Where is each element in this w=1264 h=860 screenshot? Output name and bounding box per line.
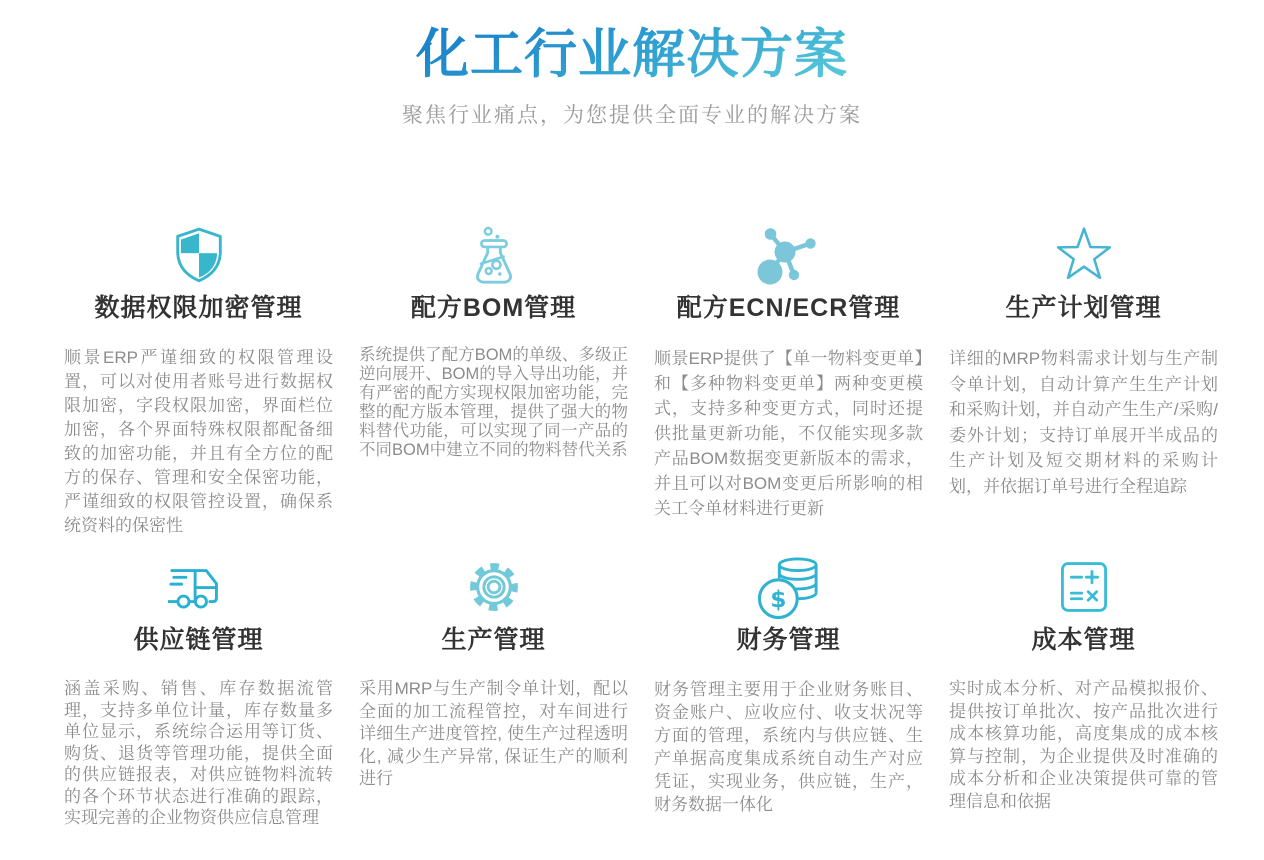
solution-card-supply-chain: [64, 557, 333, 829]
solution-card-cost: [949, 557, 1218, 829]
card-title: 生产计划管理: [1005, 294, 1162, 323]
molecule-icon: [757, 225, 821, 289]
card-text: 顺景ERP严谨细致的权限管理设置，可以对使用者账号进行数据权限加密，字段权限加密，界面栏位加密，各个界面特殊权限都配备细致的加密功能，并且有全方位的配方的保存、管理和安全保密功能，严谨细致的权限管控设置，确保系统资料的保密性: [64, 348, 333, 536]
card-text: 详细的MRP物料需求计划与生产制令单计划，自动计算产生生产计划和采购计划，并自动产生生产/采购/委外计划；支持订单展开半成品的生产计划及短交期材料的采购计划，并依据订单号进行全程追踪: [949, 349, 1218, 496]
gear-icon: [464, 557, 524, 617]
card-text: 涵盖采购、销售、库存数据流管理，支持多单位计量，库存数量多单位显示，系统综合运用等订货、购货、退货等管理功能，提供全面的供应链报表，对供应链物料流转的各个环节状态进行准确的跟踪，实现完善的企业物资供应信息管理: [64, 679, 333, 828]
card-icon: [949, 557, 1218, 617]
calculator-icon: [1054, 557, 1114, 617]
card-icon: [64, 225, 333, 285]
solution-card-finance: [654, 557, 923, 829]
card-text: 实时成本分析、对产品模拟报价、提供按订单批次、按产品批次进行成本核算功能，高度集成的成本核算与控制，为企业提供及时准确的成本分析和企业决策提供可靠的管理信息和依据: [949, 679, 1218, 811]
card-title: 数据权限加密管理: [94, 294, 303, 323]
card-icon: [359, 557, 628, 617]
page-header: [0, 0, 1264, 128]
svg-text:$: $: [769, 586, 786, 614]
card-icon: [359, 225, 628, 285]
solution-card-ecn-ecr: [654, 225, 923, 557]
card-title: 配方ECN/ECR管理: [676, 294, 901, 323]
page-title: 化工行业解决方案: [416, 25, 848, 84]
solution-card-data-permission: [64, 225, 333, 557]
card-title: 供应链管理: [133, 626, 264, 655]
card-text: 顺景ERP提供了【单一物料变更单】和【多种物料变更单】两种变更模式，支持多种变更方式，同时还提供批量更新功能，不仅能实现多款产品BOM数据变更新版本的需求，并且可以对BOM变更后所影响的相关工令单材料进行更新: [654, 349, 923, 519]
delivery-truck-icon: [168, 557, 230, 619]
page-subtitle: 聚焦行业痛点，为您提供全面专业的解决方案: [402, 104, 862, 128]
solution-card-production: [359, 557, 628, 829]
coins-dollar-icon: [758, 557, 820, 619]
solution-grid: [64, 225, 1218, 829]
card-title: 财务管理: [736, 626, 841, 655]
solution-card-production-plan: [949, 225, 1218, 557]
star-icon: [1054, 225, 1114, 283]
card-text: 系统提供了配方BOM的单级、多级正逆向展开、BOM的导入导出功能，并有严密的配方实现权限加密功能，完整的配方版本管理，提供了强大的物料替代功能，可以实现了同一产品的不同BOM中建立不同的物料替代关系: [359, 346, 628, 460]
flask-icon: [463, 225, 525, 289]
solution-card-bom: [359, 225, 628, 557]
shield-check-icon: [170, 225, 228, 285]
card-text: 采用MRP与生产制令单计划，配以全面的加工流程管控，对车间进行详细生产进度管控, 使生产过程透明化, 减少生产异常, 保证生产的顺利进行: [359, 679, 628, 789]
card-icon: [654, 557, 923, 617]
card-title: 配方BOM管理: [410, 294, 577, 323]
card-icon: [654, 225, 923, 285]
card-title: 生产管理: [441, 626, 546, 655]
card-text: 财务管理主要用于企业财务账目、资金账户、应收应付、收支状况等方面的管理，系统内与供应链、生产单据高度集成系统自动生产对应凭证，实现业务，供应链，生产，财务数据一体化: [654, 680, 923, 815]
card-title: 成本管理: [1031, 626, 1136, 655]
card-icon: [64, 557, 333, 617]
card-icon: [949, 225, 1218, 285]
